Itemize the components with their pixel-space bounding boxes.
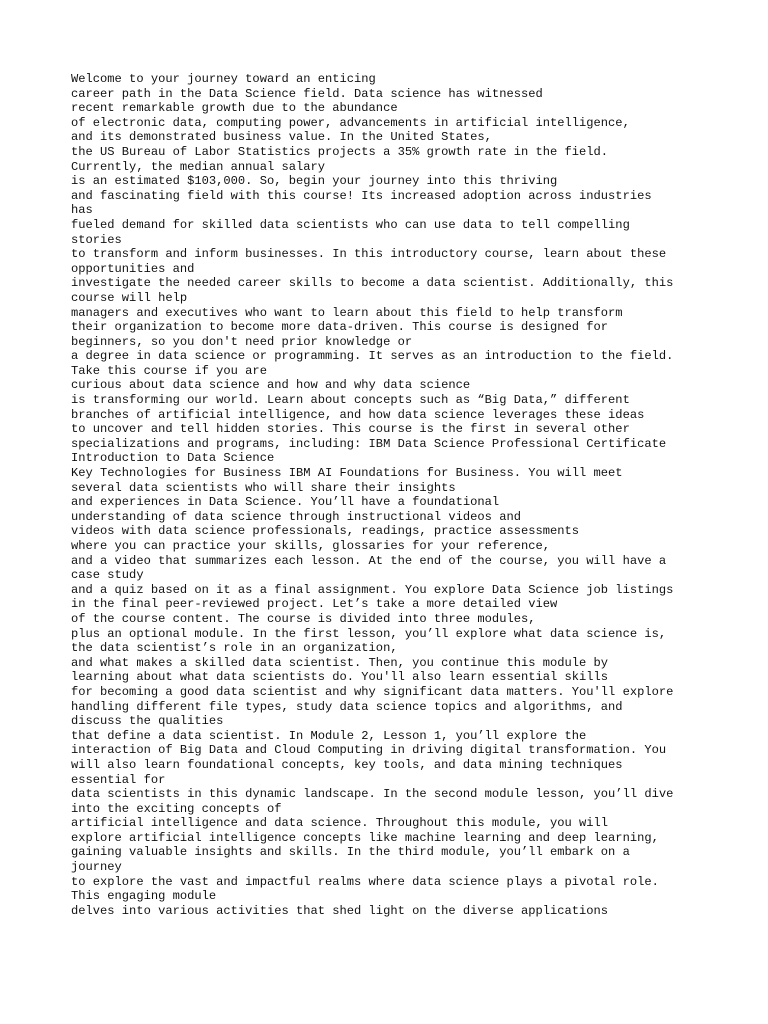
text-line: and fascinating field with this course! Its increased adoption across industries: [71, 188, 652, 203]
text-line: data scientists in this dynamic landscape. In the second module lesson, you’ll dive: [71, 787, 674, 802]
text-line: Welcome to your journey toward an enticing: [71, 72, 376, 86]
text-line: that define a data scientist. In Module 2, Lesson 1, you’ll explore the: [71, 728, 587, 743]
text-line: fueled demand for skilled data scientists who can use data to tell compelling: [71, 217, 630, 232]
text-line: to transform and inform businesses. In this introductory course, learn about these: [71, 247, 667, 262]
text-line: will also learn foundational concepts, key tools, and data mining techniques: [71, 757, 623, 772]
text-line: a degree in data science or programming. It serves as an introduction to the field.: [71, 349, 674, 364]
text-line: is transforming our world. Learn about concepts such as “Big Data,” different: [71, 393, 630, 408]
text-line: discuss the qualities: [71, 714, 224, 729]
text-line: case study: [71, 568, 144, 583]
text-line: Introduction to Data Science: [71, 451, 275, 466]
text-line: curious about data science and how and why data science: [71, 378, 471, 393]
text-line: recent remarkable growth due to the abundance: [71, 101, 398, 116]
text-line: essential for: [71, 772, 166, 787]
text-line: several data scientists who will share their insights: [71, 480, 456, 495]
text-line: managers and executives who want to learn about this field to help transform: [71, 305, 623, 320]
text-line: learning about what data scientists do. You'll also learn essential skills: [71, 670, 609, 685]
text-line: opportunities and: [71, 261, 195, 276]
text-line: stories: [71, 232, 122, 247]
text-line: and its demonstrated business value. In the United States,: [71, 130, 492, 145]
text-line: the US Bureau of Labor Statistics projects a 35% growth rate in the field.: [71, 144, 609, 159]
text-line: beginners, so you don't need prior knowledge or: [71, 334, 413, 349]
text-line: gaining valuable insights and skills. In the third module, you’ll embark on a: [71, 845, 630, 860]
text-line: of electronic data, computing power, advancements in artificial intelligence,: [71, 115, 630, 130]
text-line: where you can practice your skills, glossaries for your reference,: [71, 539, 550, 553]
text-line: videos with data science professionals, readings, practice assessments: [71, 524, 580, 539]
text-line: to uncover and tell hidden stories. This course is the first in several other: [71, 422, 630, 437]
text-line: the data scientist’s role in an organization,: [71, 641, 398, 656]
text-line: and a video that summarizes each lesson. At the end of the course, you will have a: [71, 553, 667, 568]
text-line: to explore the vast and impactful realms where data science plays a pivotal role.: [71, 874, 659, 889]
text-line: for becoming a good data scientist and why significant data matters. You'll explore: [71, 684, 674, 699]
document-body-text: [71, 72, 711, 918]
text-line: into the exciting concepts of: [71, 801, 282, 816]
text-line: specializations and programs, including: IBM Data Science Professional Certificate: [71, 436, 667, 451]
text-line: Currently, the median annual salary: [71, 159, 326, 174]
text-line: in the final peer-reviewed project. Let’s take a more detailed view: [71, 597, 558, 612]
text-line: career path in the Data Science field. Data science has witnessed: [71, 86, 543, 101]
text-line: branches of artificial intelligence, and how data science leverages these ideas: [71, 407, 645, 422]
text-line: artificial intelligence and data science. Throughout this module, you will: [71, 816, 609, 831]
text-line: This engaging module: [71, 889, 217, 904]
text-line: and experiences in Data Science. You’ll have a foundational: [71, 495, 500, 510]
text-line: interaction of Big Data and Cloud Computing in driving digital transformation. You: [71, 743, 667, 758]
text-line: handling different file types, study data science topics and algorithms, and: [71, 699, 623, 714]
text-line: of the course content. The course is divided into three modules,: [71, 611, 536, 626]
text-line: plus an optional module. In the first lesson, you’ll explore what data science is,: [71, 626, 667, 641]
text-line: explore artificial intelligence concepts like machine learning and deep learning,: [71, 830, 659, 845]
text-line: and a quiz based on it as a final assignment. You explore Data Science job listings: [71, 582, 674, 597]
text-line: understanding of data science through instructional videos and: [71, 509, 521, 524]
text-line: investigate the needed career skills to become a data scientist. Additionally, this: [71, 276, 674, 291]
text-line: Take this course if you are: [71, 363, 267, 378]
text-line: Key Technologies for Business IBM AI Foundations for Business. You will meet: [71, 466, 623, 481]
text-line: course will help: [71, 290, 188, 305]
text-line: has: [71, 203, 93, 218]
text-line: their organization to become more data-driven. This course is designed for: [71, 320, 609, 335]
text-line: journey: [71, 860, 122, 875]
text-line: delves into various activities that shed light on the diverse applications: [71, 903, 609, 918]
text-line: and what makes a skilled data scientist. Then, you continue this module by: [71, 655, 609, 670]
text-line: is an estimated $103,000. So, begin your journey into this thriving: [71, 174, 558, 189]
